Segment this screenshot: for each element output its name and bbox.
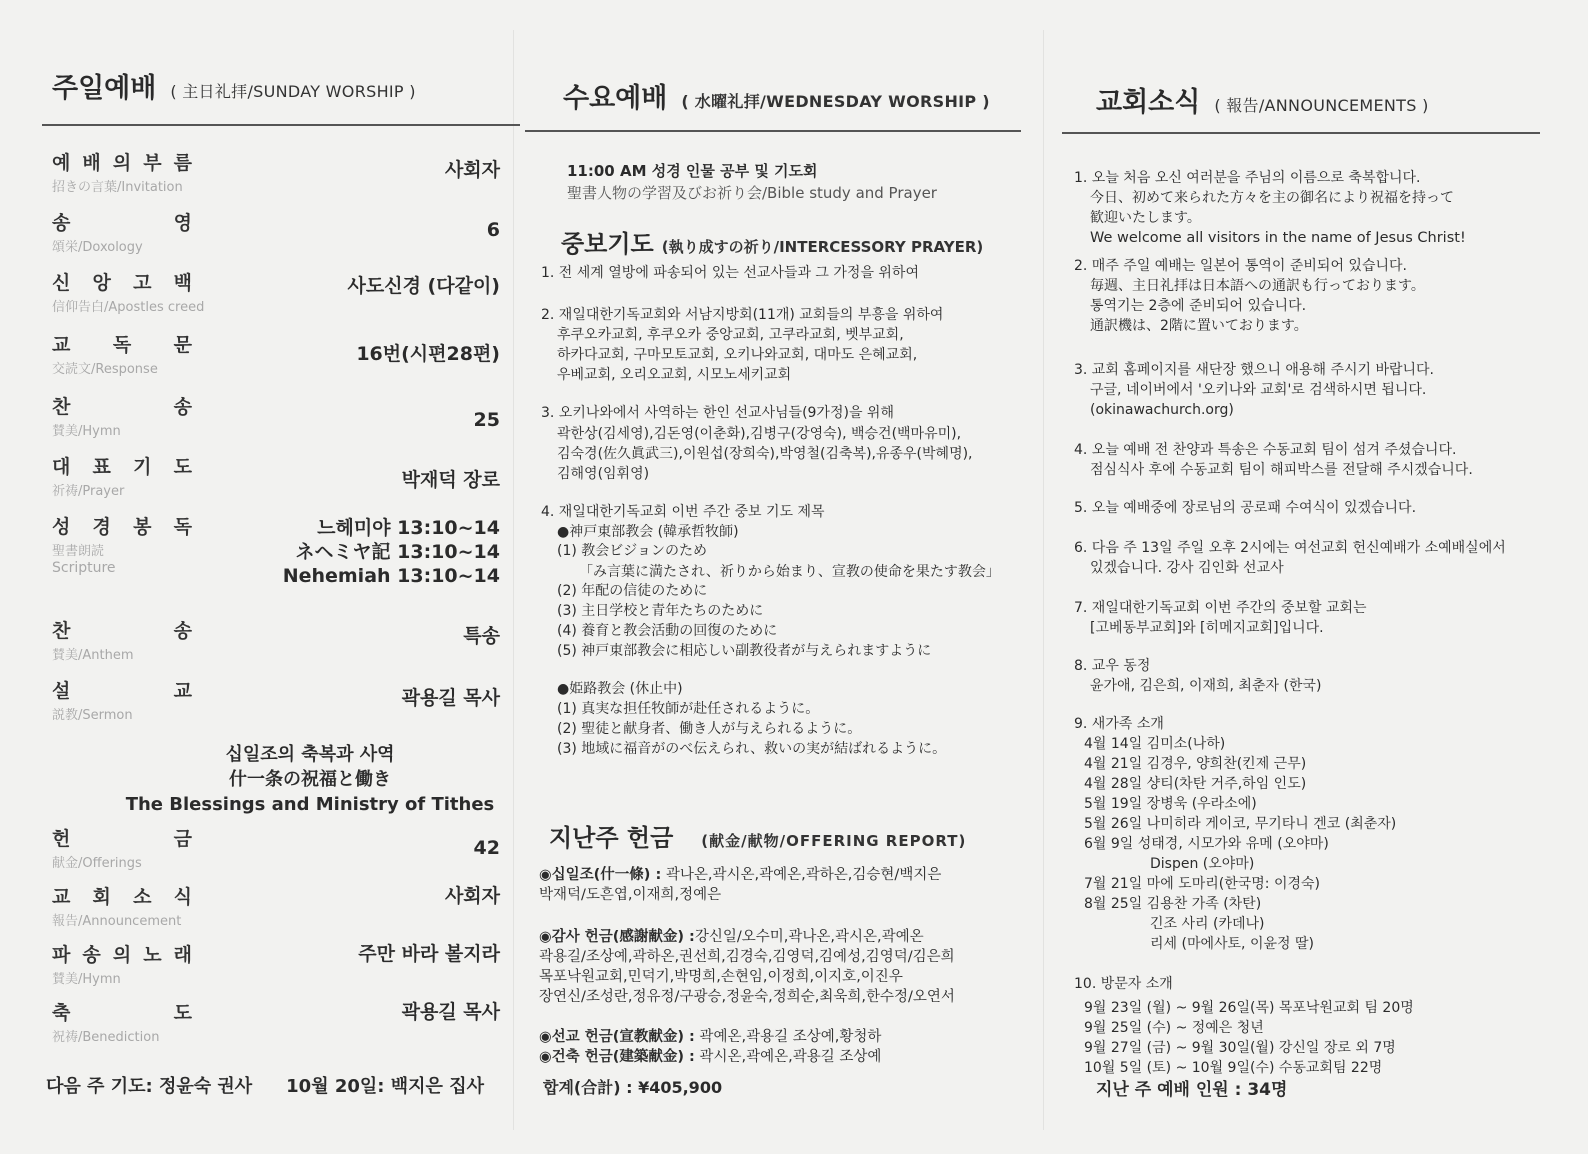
next-date-duty: 10월 20일: 백지은 집사 bbox=[286, 1076, 484, 1097]
announcement-line: 점심식사 후에 수동교회 팀이 해피박스를 전달해 주시겠습니다. bbox=[1090, 462, 1473, 478]
worship-item-value: 6 bbox=[486, 219, 500, 241]
announcement-line: 7. 재일대한기독교회 이번 주간의 중보할 교회는 bbox=[1074, 600, 1367, 616]
tithes-heading bbox=[100, 742, 520, 817]
offering-subtitle: (献金/献物/OFFERING REPORT) bbox=[701, 832, 967, 850]
worship-item-sublabel: 報告/Announcement bbox=[52, 914, 182, 929]
offering-line bbox=[539, 928, 924, 948]
worship-item-value: 사회자 bbox=[444, 159, 500, 181]
announcement-line: 4월 21일 김경우, 양희찬(킨제 근무) bbox=[1084, 756, 1307, 772]
announcement-line: 8월 25일 김용찬 가족 (차탄) bbox=[1084, 896, 1262, 912]
worship-item-sublabel: 頌栄/Doxology bbox=[52, 240, 143, 255]
worship-item-sublabel: 賛美/Hymn bbox=[52, 424, 121, 439]
prayer-line: 곽한상(김세영),김돈영(이춘화),김병구(강영숙), 백승건(백마유미), bbox=[557, 426, 962, 442]
announcement-line: (okinawachurch.org) bbox=[1090, 402, 1234, 418]
worship-item-sublabel: 交読文/Response bbox=[52, 362, 158, 377]
prayer-line: 김숙경(佐久眞武三),이원섭(장희숙),박영철(김축복),유종우(박혜명), bbox=[557, 446, 973, 462]
worship-item-value: 곽용길 목사 bbox=[401, 1001, 500, 1023]
sunday-worship-header bbox=[52, 66, 500, 105]
worship-item bbox=[40, 882, 500, 938]
sunday-subtitle: ( 主日礼拝/SUNDAY WORSHIP ) bbox=[170, 82, 416, 101]
prayer-line: (2) 聖徒と献身者、働き人が与えられるように。 bbox=[557, 721, 862, 737]
worship-item-value: 16번(시편28편) bbox=[356, 343, 500, 365]
worship-item-sublabel: 祝祷/Benediction bbox=[52, 1030, 160, 1045]
wednesday-time: 11:00 AM 성경 인물 공부 및 기도회 bbox=[567, 162, 818, 180]
announcement-line: Dispen (오야마) bbox=[1150, 856, 1255, 872]
prayer-line: 2. 재일대한기독교회와 서남지방회(11개) 교회들의 부흥을 위하여 bbox=[541, 307, 944, 323]
worship-item-value: 박재덕 장로 bbox=[401, 469, 500, 491]
worship-item-sublabel: 信仰告白/Apostles creed bbox=[52, 300, 205, 315]
worship-item bbox=[40, 452, 500, 508]
prayer-line: 후쿠오카교회, 후쿠오카 중앙교회, 고쿠라교회, 벳부교회, bbox=[557, 327, 904, 343]
wednesday-worship-header bbox=[563, 76, 1027, 115]
announcement-line: We welcome all visitors in the name of Jesus Christ! bbox=[1090, 230, 1466, 246]
wednesday-program: 聖書人物の学習及びお祈り会/Bible study and Prayer bbox=[567, 184, 937, 202]
prayer-line: (4) 養育と教会活動の回復のために bbox=[557, 623, 778, 639]
prayer-line: 하카다교회, 구마모토교회, 오키나와교회, 대마도 은혜교회, bbox=[557, 347, 918, 363]
worship-item-sublabel: 説教/Sermon bbox=[52, 708, 133, 723]
announcement-line: 구글, 네이버에서 '오키나와 교회'로 검색하시면 됩니다. bbox=[1090, 382, 1427, 398]
wednesday-subtitle: ( 水曜礼拝/WEDNESDAY WORSHIP ) bbox=[681, 92, 990, 111]
announcements-subtitle: ( 報告/ANNOUNCEMENTS ) bbox=[1214, 96, 1429, 115]
prayer-line: 4. 재일대한기독교회 이번 주간 중보 기도 제목 bbox=[541, 504, 825, 520]
announcement-line: 9월 23일 (월) ~ 9월 26일(목) 목포낙원교회 팀 20명 bbox=[1084, 1000, 1414, 1016]
prayer-line: (5) 神戸東部教会に相応しい副教役者が与えられますように bbox=[557, 643, 932, 659]
next-week-prayer bbox=[46, 1072, 484, 1098]
announcement-line: 6월 9일 성태경, 시모가와 유메 (오야마) bbox=[1084, 836, 1329, 852]
offering-total: 합계(合計) : ¥405,900 bbox=[543, 1078, 723, 1097]
worship-item bbox=[40, 616, 500, 672]
announcement-line: 10. 방문자 소개 bbox=[1074, 976, 1173, 992]
worship-item-label: 찬 송 bbox=[52, 396, 192, 418]
announcement-line: 今日、初めて来られた方々を主の御名により祝福を持って bbox=[1090, 190, 1454, 206]
announcements-title: 교회소식 bbox=[1096, 87, 1201, 118]
worship-item-label: 송 영 bbox=[52, 212, 192, 234]
announcement-line: 10월 5일 (토) ~ 10월 9일(수) 수동교회팀 22명 bbox=[1084, 1060, 1383, 1076]
worship-item bbox=[40, 940, 500, 996]
announcement-line: 9월 27일 (금) ~ 9월 30일(월) 강신일 장로 외 7명 bbox=[1084, 1040, 1396, 1056]
prayer-line: ●姫路教会 (休止中) bbox=[557, 681, 683, 697]
worship-item-value: 사도신경 (다같이) bbox=[347, 275, 500, 297]
announcement-line: 5월 19일 장병욱 (우라소에) bbox=[1084, 796, 1257, 812]
worship-item-sublabel: 賛美/Anthem bbox=[52, 648, 134, 663]
worship-item bbox=[40, 676, 500, 732]
offering-line: 박재덕/도흔엽,이재희,정예은 bbox=[539, 887, 722, 903]
announcement-line: 리세 (마에사토, 이윤정 딸) bbox=[1150, 936, 1314, 952]
offering-category: ◉감사 헌금(感謝献金) : bbox=[539, 929, 695, 945]
announcement-line: 통역기는 2층에 준비되어 있습니다. bbox=[1090, 298, 1307, 314]
offering-title: 지난주 헌금 bbox=[549, 824, 674, 852]
intercessory-subtitle: (執り成すの祈り/INTERCESSORY PRAYER) bbox=[661, 238, 984, 256]
announcement-line: [고베동부교회]와 [히메지교회]입니다. bbox=[1090, 620, 1324, 636]
worship-item-value: 주만 바라 볼지라 bbox=[358, 943, 500, 965]
offering-category: ◉건축 헌금(建築献金) : bbox=[539, 1049, 695, 1065]
announcement-line: 있겠습니다. 강사 김인화 선교사 bbox=[1090, 560, 1284, 576]
offering-line: 목포낙원교회,민덕기,박명희,손현임,이정희,이지호,이진우 bbox=[539, 969, 903, 985]
worship-item-value: 사회자 bbox=[444, 885, 500, 907]
worship-item-label: 교 회 소 식 bbox=[52, 886, 192, 908]
tithes-title-ko: 십일조의 축복과 사역 bbox=[225, 744, 395, 765]
prayer-line: (1) 教会ビジョンのため bbox=[557, 543, 708, 559]
announcement-line: 3. 교회 홈페이지를 새단장 했으니 애용해 주시기 바랍니다. bbox=[1074, 362, 1435, 378]
divider bbox=[1062, 132, 1540, 134]
wednesday-worship-column bbox=[527, 0, 1027, 1154]
offering-line: 곽용길/조상예,곽하온,권선희,김경숙,김영덕,김예성,김영덕/김은희 bbox=[539, 949, 955, 965]
worship-item-label: 대 표 기 도 bbox=[52, 456, 192, 478]
worship-item-value: 곽용길 목사 bbox=[401, 687, 500, 709]
announcement-line: 5. 오늘 예배중에 장로님의 공로패 수여식이 있겠습니다. bbox=[1074, 500, 1417, 516]
worship-item-value: ネヘミヤ記 13:10~14 bbox=[295, 541, 500, 563]
offering-names: 곽시온,곽예온,곽용길 조상예 bbox=[694, 1049, 882, 1065]
announcement-line: 9. 새가족 소개 bbox=[1074, 716, 1164, 732]
worship-item-sublabel: 招きの言葉/Invitation bbox=[52, 180, 183, 195]
announcement-line: 毎週、主日礼拝は日本語への通訳も行っております。 bbox=[1090, 278, 1425, 294]
worship-item-sublabel: 献金/Offerings bbox=[52, 856, 142, 871]
worship-item-value: Nehemiah 13:10~14 bbox=[282, 565, 500, 587]
divider bbox=[42, 124, 520, 126]
offering-category: ◉선교 헌금(宣教献金) : bbox=[539, 1029, 695, 1045]
offering-line bbox=[539, 866, 941, 886]
prayer-line: (2) 年配の信徒のために bbox=[557, 583, 708, 599]
prayer-line: 1. 전 세계 열방에 파송되어 있는 선교사들과 그 가정을 위하여 bbox=[541, 265, 919, 281]
offering-names: 곽예온,곽용길 조상예,황청하 bbox=[694, 1029, 882, 1045]
announcement-line: 긴조 사리 (카데나) bbox=[1150, 916, 1265, 932]
offering-names: 강신일/오수미,곽나온,곽시온,곽예온 bbox=[694, 929, 924, 945]
prayer-line: (3) 地域に福音がのべ伝えられ、救いの実が結ばれるように。 bbox=[557, 741, 947, 757]
worship-item-label: 파 송 의 노 래 bbox=[52, 944, 192, 966]
worship-item bbox=[40, 330, 500, 386]
offering-line bbox=[539, 1028, 881, 1048]
worship-item-label: 예 배 의 부 름 bbox=[52, 152, 192, 174]
worship-item bbox=[40, 208, 500, 264]
announcements-header bbox=[1096, 80, 1532, 119]
attendance-count: 지난 주 예배 인원 : 34명 bbox=[1096, 1080, 1288, 1100]
worship-item-label: 헌 금 bbox=[52, 828, 192, 850]
worship-item-label: 신 앙 고 백 bbox=[52, 272, 192, 294]
announcement-line: 6. 다음 주 13일 주일 오후 2시에는 여선교회 헌신예배가 소예배실에서 bbox=[1074, 540, 1506, 556]
worship-item bbox=[40, 148, 500, 204]
worship-item bbox=[40, 998, 500, 1054]
announcement-line: 윤가애, 김은희, 이재희, 최춘자 (한국) bbox=[1090, 678, 1322, 694]
worship-item-value: 25 bbox=[473, 409, 500, 431]
worship-item-value: 특송 bbox=[463, 625, 500, 647]
announcement-line: 9월 25일 (수) ~ 정예은 청년 bbox=[1084, 1020, 1264, 1036]
offering-line bbox=[539, 1048, 881, 1068]
worship-item-label: 축 도 bbox=[52, 1002, 192, 1024]
offering-line: 장연신/조성란,정유정/구광승,정윤숙,정희순,최욱희,한수정/오연서 bbox=[539, 989, 955, 1005]
announcement-line: 5월 26일 나미히라 게이코, 무기타니 겐코 (최춘자) bbox=[1084, 816, 1397, 832]
announcement-line: 歓迎いたします。 bbox=[1090, 210, 1201, 226]
prayer-line: 우베교회, 오리오교회, 시모노세키교회 bbox=[557, 367, 792, 383]
worship-item-label: 설 교 bbox=[52, 680, 192, 702]
announcement-line: 7월 21일 마에 도마리(한국명: 이경숙) bbox=[1084, 876, 1320, 892]
prayer-line: 김해영(임휘영) bbox=[557, 466, 650, 482]
worship-item-value: 느헤미야 13:10~14 bbox=[317, 517, 500, 539]
tithes-title-en: The Blessings and Ministry of Tithes bbox=[125, 794, 495, 815]
worship-item bbox=[40, 824, 500, 880]
prayer-line: 3. 오키나와에서 사역하는 한인 선교사님들(9가정)을 위해 bbox=[541, 405, 894, 421]
offering-category: ◉십일조(什一條) : bbox=[539, 867, 662, 883]
intercessory-heading bbox=[561, 224, 983, 259]
prayer-line: (1) 真実な担任牧師が赴任されるように。 bbox=[557, 701, 820, 717]
announcement-line: 8. 교우 동정 bbox=[1074, 658, 1151, 674]
prayer-line: ●神戸東部教会 (韓承哲牧師) bbox=[557, 524, 739, 540]
intercessory-title: 중보기도 bbox=[561, 230, 654, 258]
worship-item-label: 찬 송 bbox=[52, 620, 192, 642]
prayer-line: (3) 主日学校と青年たちのために bbox=[557, 603, 764, 619]
announcement-line: 1. 오늘 처음 오신 여러분을 주님의 이름으로 축복합니다. bbox=[1074, 170, 1421, 186]
announcements-column bbox=[1062, 0, 1532, 1154]
worship-item-label: 교 독 문 bbox=[52, 334, 192, 356]
next-prayer: 다음 주 기도: 정윤숙 권사 bbox=[46, 1076, 253, 1097]
tithes-title-ja: 什一条の祝福と働き bbox=[229, 769, 391, 790]
sunday-worship-column bbox=[40, 0, 500, 1154]
sunday-title: 주일예배 bbox=[52, 73, 157, 104]
worship-item-value: 42 bbox=[473, 837, 500, 859]
worship-item bbox=[40, 392, 500, 448]
announcement-line: 4월 14일 김미소(나하) bbox=[1084, 736, 1226, 752]
offering-heading bbox=[549, 818, 966, 853]
announcement-line: 通訳機は、2階に置いております。 bbox=[1090, 318, 1308, 334]
worship-item-sublabel: 祈祷/Prayer bbox=[52, 484, 125, 499]
worship-item-sublabel: 聖書朗読 bbox=[52, 544, 105, 559]
announcement-line: 4. 오늘 예배 전 찬양과 특송은 수동교회 팀이 섬겨 주셨습니다. bbox=[1074, 442, 1457, 458]
divider bbox=[525, 130, 1021, 132]
offering-names: 곽나온,곽시온,곽예온,곽하온,김승현/백지은 bbox=[661, 867, 942, 883]
wednesday-title: 수요예배 bbox=[563, 83, 668, 114]
worship-item bbox=[40, 268, 500, 324]
worship-item-sublabel-en: Scripture bbox=[52, 560, 116, 576]
worship-item-sublabel: 賛美/Hymn bbox=[52, 972, 121, 987]
worship-item-label: 성 경 봉 독 bbox=[52, 516, 192, 538]
prayer-line: 「み言葉に満たされ、祈りから始まり、宣教の使命を果たす教会」 bbox=[579, 564, 1000, 580]
worship-item bbox=[40, 512, 500, 587]
announcement-line: 4월 28일 샹티(차탄 거주,하임 인도) bbox=[1084, 776, 1307, 792]
announcement-line: 2. 매주 주일 예배는 일본어 통역이 준비되어 있습니다. bbox=[1074, 258, 1407, 274]
